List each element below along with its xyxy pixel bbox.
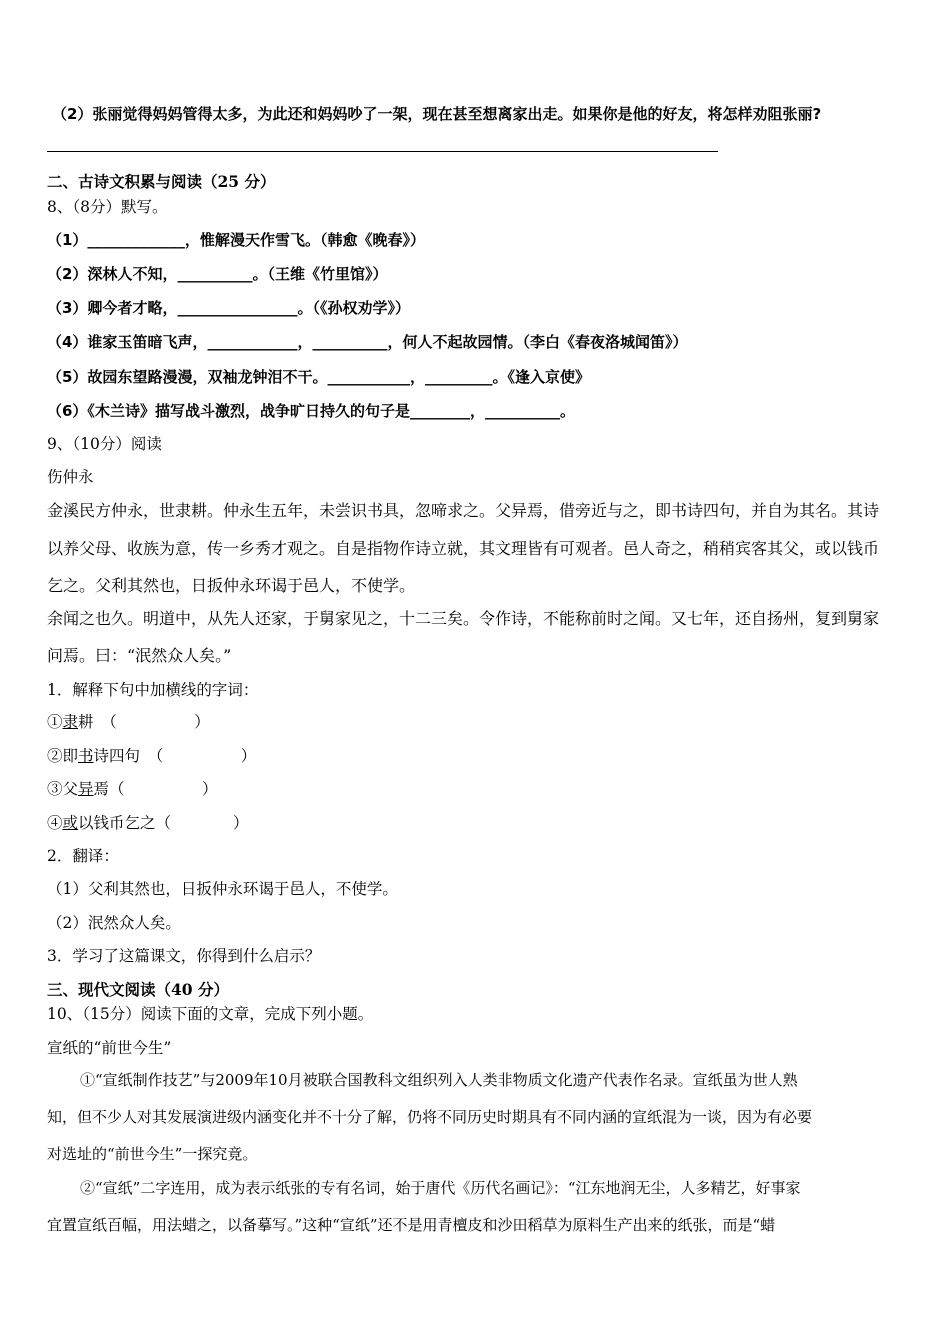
passage-line: 以养父母、收族为意，传一乡秀才观之。自是指物作诗立就，其文理皆有可观者。邑人奇之，稍稍宾客其父，或以钱币 (47, 539, 880, 558)
article-title: 宣纸的“前世今生” (47, 1039, 172, 1057)
article-line: 对选址的“前世今生”一探究竟。 (47, 1145, 258, 1163)
q9-1-item: ①隶耕 （ ） (47, 713, 210, 731)
q8-item: （1）_____________，惟解漫天作雪飞。（韩愈《晚春》） (47, 231, 425, 249)
q8-item: （2）深林人不知，__________。（王维《竹里馆》） (47, 265, 388, 283)
section-heading-2: 二、古诗文积累与阅读（25 分） (47, 172, 276, 191)
q7-2-question: （2）张丽觉得妈妈管得太多，为此还和妈妈吵了一架，现在甚至想离家出走。如果你是他的好友，将怎样劝阻张丽? (52, 105, 822, 123)
passage-line: 乞之。父利其然也，日扳仲永环谒于邑人，不使学。 (47, 576, 416, 595)
article-line: ①“宣纸制作技艺”与2009年10月被联合国教科文组织列入人类非物质文化遗产代表作名录。宣纸虽为世人熟 (80, 1071, 798, 1089)
q10-heading: 10、（15分）阅读下面的文章，完成下列小题。 (47, 1005, 374, 1023)
q9-2-heading: 2．翻译： (47, 847, 119, 865)
q9-2-item: （2）泯然众人矣。 (47, 914, 181, 932)
q9-2-item: （1）父利其然也，日扳仲永环谒于邑人，不使学。 (47, 880, 398, 898)
q8-item: （5）故园东望路漫漫，双袖龙钟泪不干。___________，_________。《逢入京使》 (47, 368, 590, 386)
q8-heading: 8、（8分）默写。 (47, 198, 168, 216)
article-line: 宜置宣纸百幅，用法蜡之，以备摹写。”这种“宣纸”还不是用青檀皮和沙田稻草为原料生产出来的纸张，而是“蜡 (47, 1216, 776, 1234)
q9-1-item: ③父异焉（ ） (47, 780, 218, 798)
passage-line: 问焉。曰：“泯然众人矣。” (47, 646, 232, 665)
q8-item: （3）卿今者才略，________________。（《孙权劝学》） (47, 299, 410, 317)
section-heading-3: 三、现代文阅读（40 分） (47, 980, 229, 999)
passage-title: 伤仲永 (47, 468, 94, 486)
q9-1-heading: 1．解释下句中加横线的字词： (47, 681, 259, 699)
answer-rule (47, 151, 718, 152)
q9-1-item: ②即书诗四句 （ ） (47, 747, 257, 765)
q9-1-item: ④或以钱币乞之（ ） (47, 814, 249, 832)
article-line: 知，但不少人对其发展演进级内涵变化并不十分了解，仍将不同历史时期具有不同内涵的宣纸混为一谈，因为有必要 (47, 1108, 813, 1126)
article-line: ②“宣纸”二字连用，成为表示纸张的专有名词，始于唐代《历代名画记》：“江东地润无尘，人多精艺，好事家 (80, 1179, 801, 1197)
q8-item: （4）谁家玉笛暗飞声，____________，__________，何人不起故园情。（李白《春夜洛城闻笛》） (47, 333, 688, 351)
q9-3-question: 3．学习了这篇课文，你得到什么启示？ (47, 947, 321, 965)
q9-heading: 9、（10分）阅读 (47, 435, 162, 453)
q8-item: （6）《木兰诗》描写战斗激烈，战争旷日持久的句子是________，__________。 (47, 402, 575, 420)
passage-line: 金溪民方仲永，世隶耕。仲永生五年，未尝识书具，忽啼求之。父异焉，借旁近与之，即书诗四句，并自为其名。其诗 (47, 501, 880, 520)
passage-line: 余闻之也久。明道中，从先人还家，于舅家见之，十二三矣。令作诗，不能称前时之闻。又七年，还自扬州，复到舅家 (47, 609, 880, 628)
